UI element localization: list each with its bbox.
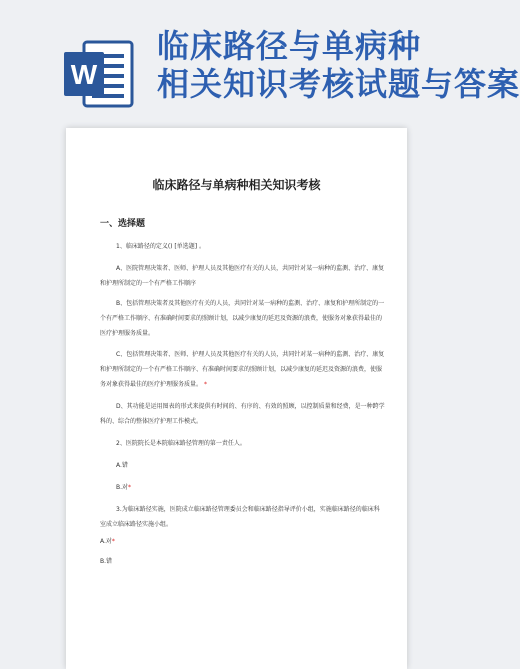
question-3-line-1: 3.为临床路径实施，医院成立临床路径管理委员会和临床路径指导评价小组，实施临床路径的临床科 [116, 506, 380, 513]
option-b-line-2: 个有严格工作顺序、有准确时间要求的照顾计划，以减少康复的延迟及资源的浪费，使服务对象获得最佳的 [100, 315, 383, 322]
option-c-line-3-text: 务对象获得最佳的医疗护理服务质量。 [100, 381, 203, 388]
document-title: 临床路径与单病种相关知识考核 [152, 178, 321, 192]
option-a-line-1: A、医院管理决策者、医师、护理人员及其他医疗有关的人员，共同针对某一病种的监测、治疗、康复 [116, 265, 385, 272]
banner-title-line-2: 相关知识考核试题与答案 [157, 65, 520, 103]
option-c-line-1: C、包括管理决策者、医师、护理人员及其他医疗有关的人员，共同针对某一病种的监测、治疗、康复 [116, 351, 385, 358]
option-d-line-1: D、其功能是运用图表的形式来提供有时间的、有序的、有效的照顾，以控制质量和经费，是一种跨学 [116, 403, 385, 410]
question-3-line-2: 室成立临床路径实施小组。 [100, 521, 173, 528]
logo-letter: W [70, 59, 98, 90]
question-3-option-a [100, 538, 115, 546]
question-2: 2、医院院长是本院临床路径管理的第一责任人。 [116, 440, 246, 447]
question-1: 1、临床路径的定义() [单选题] 。 [116, 243, 205, 250]
document-page [66, 128, 407, 669]
option-c-line-3 [100, 381, 207, 389]
question-3-option-a-text: A.对 [100, 538, 112, 545]
answer-mark-3: * [111, 538, 115, 545]
answer-mark-2: * [128, 484, 132, 491]
option-b-line-1: B、包括管理决策者及其他医疗有关的人员，共同针对某一病种的监测、治疗、康复和护理所制定的一 [116, 300, 385, 307]
question-2-option-a: A.错 [116, 462, 128, 469]
question-3-option-b: B.错 [100, 558, 113, 565]
option-c-line-2: 和护理所制定的一个有严格工作顺序、有准确时间要求的照顾计划，以减少康复的延迟及资源的浪费，使服 [100, 366, 383, 373]
section-heading: 一、选择题 [100, 219, 146, 229]
question-2-option-b-text: B.对 [116, 484, 129, 491]
answer-mark-1: * [203, 381, 207, 388]
option-a-line-2: 和护理所制定的一个有严格工作顺序 [100, 280, 197, 287]
word-document-icon [62, 38, 136, 110]
option-d-line-2: 科的、综合的整体医疗护理工作模式。 [100, 418, 203, 425]
question-2-option-b [116, 484, 131, 492]
option-b-line-3: 医疗护理服务质量。 [100, 330, 155, 337]
banner-title-line-1: 临床路径与单病种 [157, 27, 422, 65]
